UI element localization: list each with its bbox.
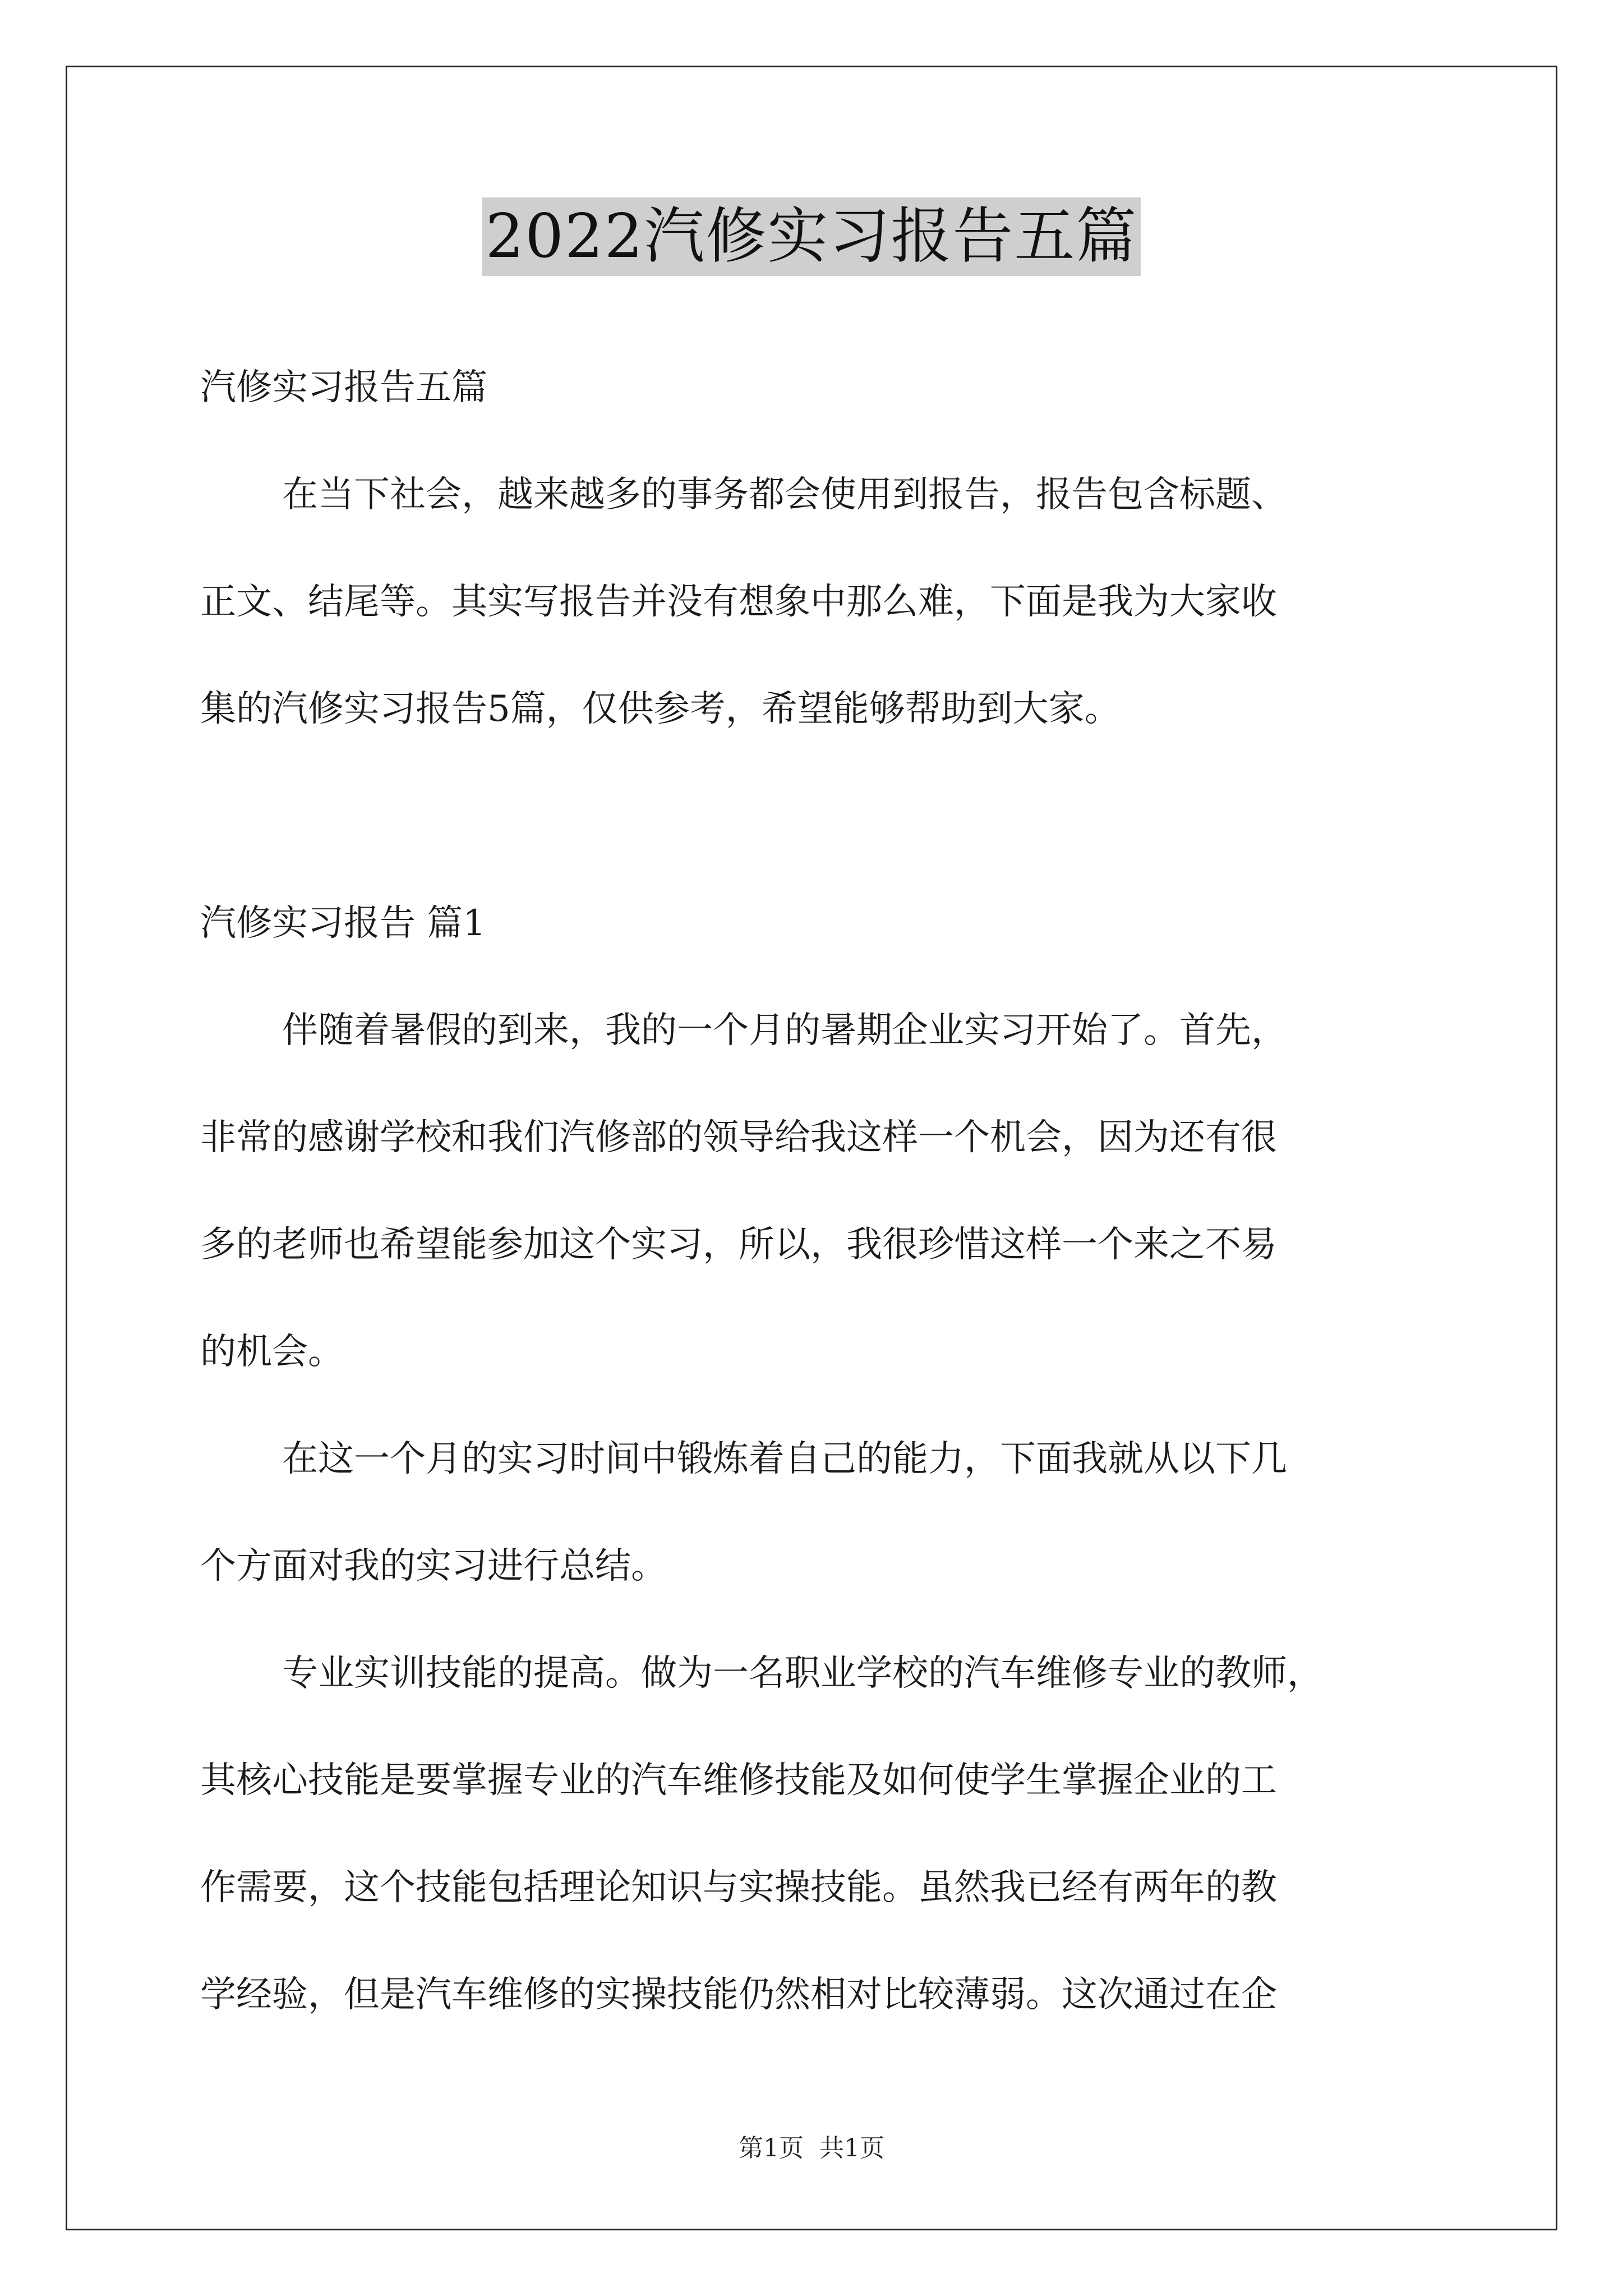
paragraph-line: 伴随着暑假的到来，我的一个月的暑期企业实习开始了。首先， bbox=[282, 1010, 1287, 1051]
blank-line bbox=[200, 763, 1434, 870]
intro-line: 正文、结尾等。其实写报告并没有想象中那么难，下面是我为大家收 bbox=[200, 581, 1277, 623]
paragraph-line: 在这一个月的实习时间中锻炼着自己的能力，下面我就从以下几 bbox=[282, 1438, 1287, 1480]
paragraph-line: 作需要，这个技能包括理论知识与实操技能。虽然我已经有两年的教 bbox=[200, 1867, 1277, 1908]
page-footer bbox=[0, 2132, 1623, 2165]
document-title: 2022汽修实习报告五篇 bbox=[482, 197, 1141, 276]
section-heading: 汽修实习报告 篇1 bbox=[200, 903, 486, 944]
paragraph-line: 其核心技能是要掌握专业的汽车维修技能及如何使学生掌握企业的工 bbox=[200, 1760, 1277, 1801]
intro-line: 在当下社会，越来越多的事务都会使用到报告，报告包含标题、 bbox=[282, 474, 1287, 516]
page-number: 第1页 bbox=[739, 2134, 804, 2162]
title-container bbox=[0, 197, 1623, 276]
paragraph-line: 的机会。 bbox=[200, 1331, 344, 1373]
intro-line: 集的汽修实习报告5篇，仅供参考，希望能够帮助到大家。 bbox=[200, 688, 1121, 730]
paragraph-line: 多的老师也希望能参加这个实习，所以，我很珍惜这样一个来之不易 bbox=[200, 1224, 1277, 1266]
paragraph-line: 专业实训技能的提高。做为一名职业学校的汽车维修专业的教师， bbox=[282, 1653, 1323, 1694]
paragraph-line: 学经验，但是汽车维修的实操技能仍然相对比较薄弱。这次通过在企 bbox=[200, 1974, 1277, 2016]
page-total: 共1页 bbox=[819, 2134, 884, 2162]
document-body bbox=[200, 334, 1434, 2049]
paragraph-line: 非常的感谢学校和我们汽修部的领导给我这样一个机会，因为还有很 bbox=[200, 1117, 1277, 1158]
document-subtitle: 汽修实习报告五篇 bbox=[200, 367, 487, 408]
paragraph-line: 个方面对我的实习进行总结。 bbox=[200, 1545, 667, 1587]
